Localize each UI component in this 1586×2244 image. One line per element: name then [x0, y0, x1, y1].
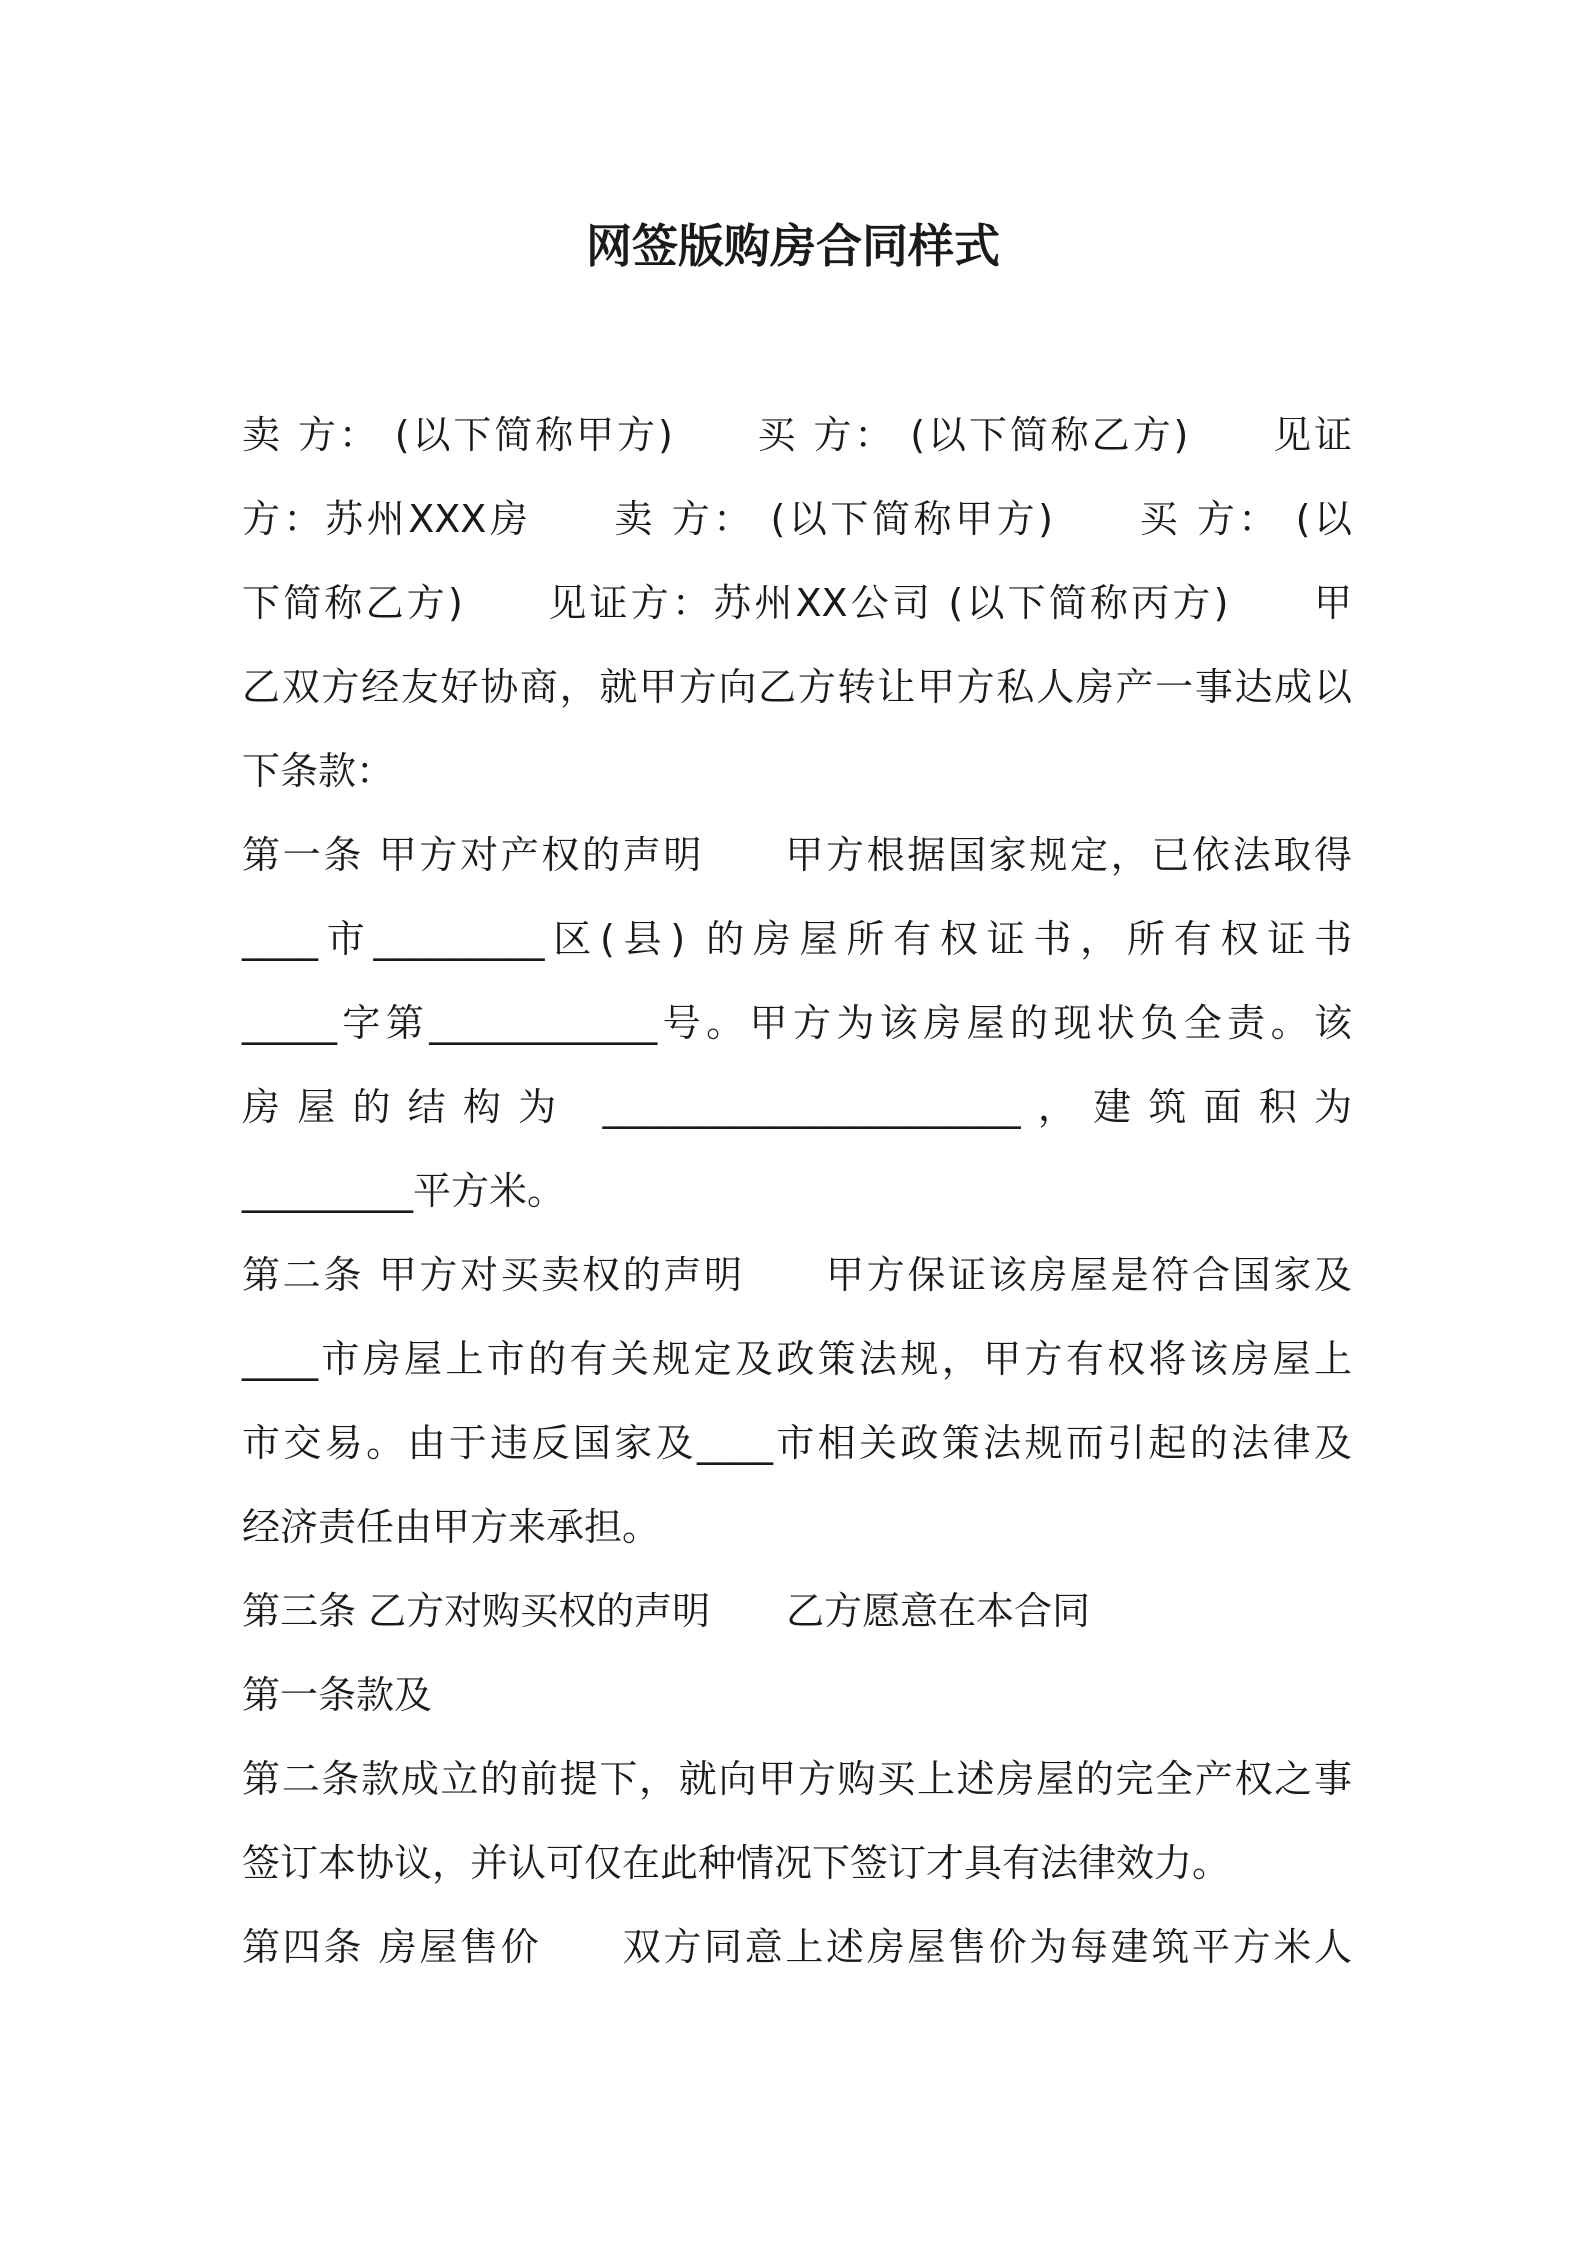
- body-line: ____市房屋上市的有关规定及政策法规，甲方有权将该房屋上: [242, 1337, 1352, 1381]
- body-line: 乙双方经友好协商，就甲方向乙方转让甲方私人房产一事达成以: [242, 665, 1352, 709]
- body-line: 签订本协议，并认可仅在此种情况下签订才具有法律效力。: [242, 1841, 1231, 1885]
- body-line: 第二条款成立的前提下，就向甲方购买上述房屋的完全产权之事: [242, 1757, 1352, 1801]
- body-line: 市交易。由于违反国家及____市相关政策法规而引起的法律及: [242, 1421, 1352, 1465]
- body-line: _____字第____________号。甲方为该房屋的现状负全责。该: [242, 1001, 1352, 1045]
- body-line: _________平方米。: [242, 1169, 566, 1213]
- body-line: 下条款：: [242, 749, 395, 793]
- body-line: ____市_________区(县) 的房屋所有权证书，所有权证书: [242, 917, 1352, 961]
- body-line: 方：苏州XXX房 卖 方： (以下简称甲方) 买 方： (以: [242, 497, 1352, 541]
- page-title: 网签版购房合同样式: [586, 219, 1000, 273]
- article-heading-line: 第二条 甲方对买卖权的声明 甲方保证该房屋是符合国家及: [242, 1253, 1352, 1297]
- body-line: 卖 方： (以下简称甲方) 买 方： (以下简称乙方) 见证: [242, 413, 1352, 457]
- article-heading-line: 第三条 乙方对购买权的声明 乙方愿意在本合同: [242, 1589, 1091, 1633]
- body-line: 经济责任由甲方来承担。: [242, 1505, 661, 1549]
- article-heading-line: 第四条 房屋售价 双方同意上述房屋售价为每建筑平方米人: [242, 1925, 1352, 1969]
- body-line: 房屋的结构为 ______________________，建筑面积为: [242, 1085, 1352, 1129]
- article-heading-line: 第一条 甲方对产权的声明 甲方根据国家规定，已依法取得: [242, 833, 1352, 877]
- body-line: 第一条款及: [242, 1673, 433, 1717]
- body-line: 下简称乙方) 见证方：苏州XX公司 (以下简称丙方) 甲: [242, 581, 1352, 625]
